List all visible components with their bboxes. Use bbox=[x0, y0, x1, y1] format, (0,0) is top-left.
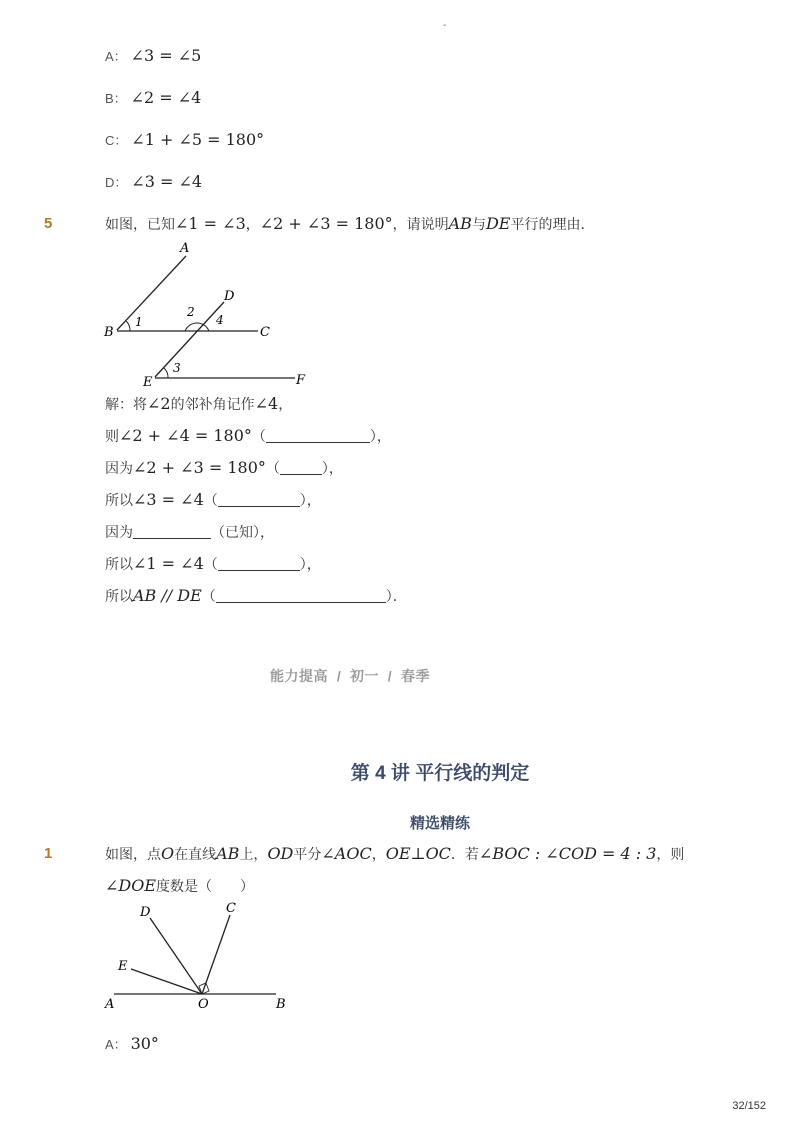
angle-4-label: 4 bbox=[216, 313, 224, 327]
angle-2-label: 2 bbox=[187, 305, 195, 319]
solution-line-7: 所以AB // DE（ ）． bbox=[105, 586, 407, 605]
option-c[interactable]: C： ∠1 + ∠5 = 180° bbox=[105, 130, 265, 149]
answer-blank-3[interactable] bbox=[218, 492, 300, 507]
answer-blank-6[interactable] bbox=[216, 588, 386, 603]
label-b: B bbox=[104, 325, 114, 340]
lecture-title: 第 4 讲 平行线的判定 bbox=[350, 763, 530, 784]
option-b[interactable]: B： ∠2 = ∠4 bbox=[105, 88, 202, 107]
label-a: A bbox=[180, 241, 190, 256]
option-c-expr: ∠1 + ∠5 = 180° bbox=[131, 130, 265, 149]
label-c: C bbox=[226, 901, 236, 916]
label-b: B bbox=[276, 997, 286, 1012]
answer-blank-5[interactable] bbox=[218, 556, 300, 571]
solution-line-4: 所以∠3 = ∠4（ ）， bbox=[105, 490, 321, 509]
solution-line-2: 则∠2 + ∠4 = 180°（ ）， bbox=[105, 426, 391, 445]
label-c: C bbox=[260, 325, 270, 340]
page-number: 32/152 bbox=[732, 1100, 766, 1112]
answer-blank-4[interactable] bbox=[133, 524, 211, 539]
option-a-expr: ∠3 = ∠5 bbox=[130, 46, 202, 65]
question-5-stem: 如图，已知∠1 = ∠3，∠2 + ∠3 = 180°，请说明AB与DE平行的理由． bbox=[105, 214, 595, 233]
option-a[interactable]: A： ∠3 = ∠5 bbox=[105, 46, 202, 65]
label-e: E bbox=[118, 959, 128, 974]
label-d: D bbox=[140, 905, 151, 920]
label-o: O bbox=[198, 997, 209, 1012]
question-5-figure bbox=[100, 238, 320, 390]
question-1-option-a[interactable]: A： 30° bbox=[105, 1034, 159, 1053]
answer-blank-2[interactable] bbox=[280, 460, 322, 475]
label-a: A bbox=[105, 997, 115, 1012]
solution-line-5: 因为 （已知）， bbox=[105, 524, 274, 540]
question-5-number: 5 bbox=[44, 215, 53, 232]
question-1-stem-line-1: 如图，点O在直线AB上，OD平分∠AOC，OE⊥OC．若∠BOC : ∠COD = 4 : 3，则 bbox=[105, 844, 685, 863]
question-1-figure bbox=[100, 898, 300, 1016]
solution-line-6: 所以∠1 = ∠4（ ）， bbox=[105, 554, 321, 573]
header-mark: - bbox=[443, 20, 447, 31]
solution-line-3: 因为∠2 + ∠3 = 180°（ ）， bbox=[105, 458, 343, 477]
label-f: F bbox=[296, 373, 306, 388]
section-title: 精选精练 bbox=[409, 815, 470, 832]
angle-3-label: 3 bbox=[173, 361, 181, 375]
option-a-expr: 30° bbox=[130, 1034, 159, 1053]
page-breadcrumb: 能力提高 / 初一 / 春季 bbox=[270, 668, 430, 684]
label-e: E bbox=[143, 375, 153, 390]
angle-1-label: 1 bbox=[135, 315, 143, 329]
question-1-number: 1 bbox=[44, 845, 53, 862]
question-1-stem-line-2: ∠DOE度数是（ ） bbox=[105, 876, 255, 895]
answer-blank-1[interactable] bbox=[266, 428, 370, 443]
option-b-expr: ∠2 = ∠4 bbox=[130, 88, 202, 107]
solution-line-1: 解：将∠2的邻补角记作∠4， bbox=[105, 394, 293, 413]
option-d-expr: ∠3 = ∠4 bbox=[131, 172, 203, 191]
option-d[interactable]: D： ∠3 = ∠4 bbox=[105, 172, 203, 191]
label-d: D bbox=[224, 289, 235, 304]
